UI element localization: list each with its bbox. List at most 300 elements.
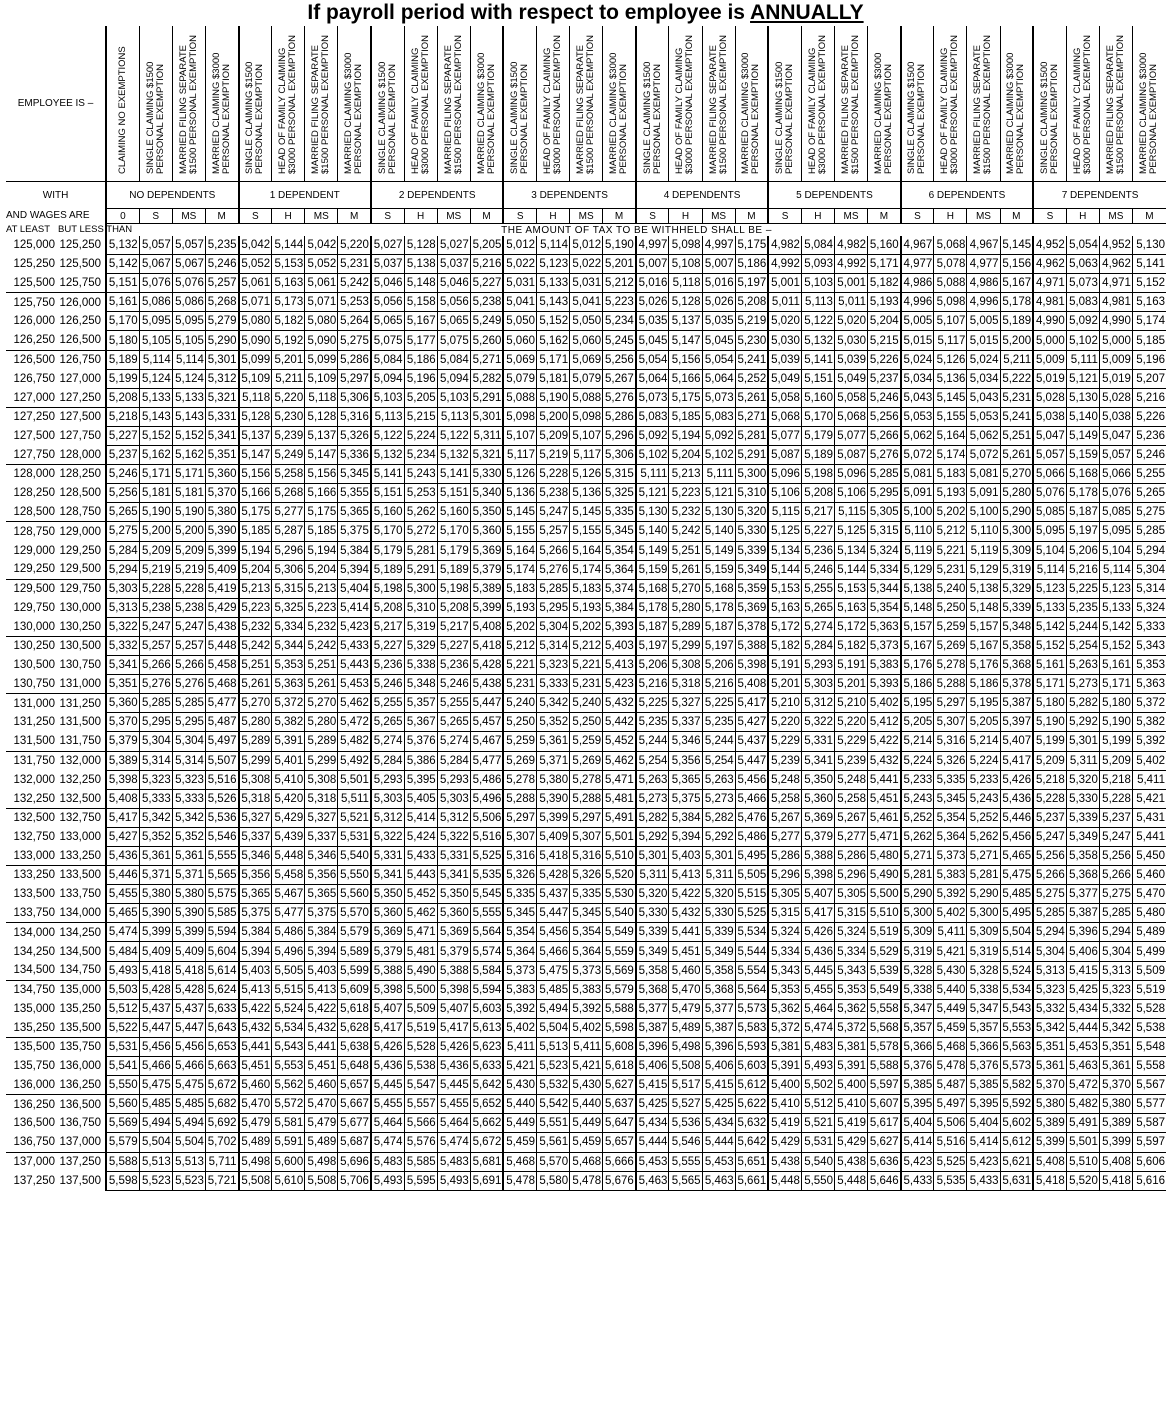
tax-amount-cell: 5,474	[106, 923, 139, 942]
tax-amount-cell: 5,426	[801, 923, 834, 942]
tax-amount-cell: 5,000	[1099, 331, 1132, 350]
tax-amount-cell: 5,505	[272, 961, 305, 980]
tax-amount-cell: 5,285	[868, 465, 901, 484]
wage-but-less-than: 133,500	[59, 869, 102, 882]
tax-amount-cell: 5,133	[536, 274, 569, 293]
tax-amount-cell: 5,531	[801, 1133, 834, 1152]
tax-amount-cell: 5,128	[404, 236, 437, 255]
tax-amount-cell: 5,489	[239, 1133, 272, 1152]
column-code: MS	[967, 209, 1000, 224]
tax-amount-cell: 5,098	[669, 236, 702, 255]
tax-amount-cell: 5,195	[901, 694, 934, 713]
tax-amount-cell: 5,467	[272, 885, 305, 904]
tax-amount-cell: 5,225	[636, 694, 669, 713]
tax-amount-cell: 5,286	[768, 847, 801, 866]
tax-amount-cell: 5,261	[735, 388, 768, 407]
tax-amount-cell: 5,564	[470, 923, 503, 942]
tax-amount-cell: 5,279	[205, 312, 238, 331]
tax-amount-cell: 5,543	[272, 1037, 305, 1056]
tax-amount-cell: 5,117	[570, 446, 603, 465]
tax-amount-cell: 5,252	[967, 808, 1000, 827]
tax-amount-cell: 5,394	[338, 560, 371, 579]
tax-amount-cell: 5,425	[702, 1095, 735, 1114]
tax-amount-cell: 5,538	[1132, 1018, 1166, 1037]
tax-amount-cell: 5,441	[239, 1037, 272, 1056]
tax-amount-cell: 5,301	[205, 350, 238, 369]
tax-amount-cell: 5,321	[205, 388, 238, 407]
tax-amount-cell: 5,316	[338, 407, 371, 426]
column-code: H	[404, 209, 437, 224]
tax-amount-cell: 5,277	[272, 503, 305, 522]
tax-amount-cell: 5,126	[934, 350, 967, 369]
tax-amount-cell: 5,444	[1066, 1018, 1099, 1037]
tax-amount-cell: 5,220	[338, 236, 371, 255]
tax-amount-cell: 5,372	[768, 1018, 801, 1037]
table-row	[6, 1133, 1166, 1152]
tax-amount-cell: 5,156	[305, 465, 338, 484]
tax-amount-cell: 5,330	[735, 522, 768, 541]
tax-amount-cell: 5,205	[901, 713, 934, 732]
tax-amount-cell: 5,427	[106, 827, 139, 846]
tax-amount-cell: 5,214	[967, 732, 1000, 751]
tax-amount-cell: 5,517	[669, 1076, 702, 1095]
tax-amount-cell: 5,398	[106, 770, 139, 789]
tax-amount-cell: 5,275	[1132, 503, 1166, 522]
tax-amount-cell: 5,161	[1099, 656, 1132, 675]
tax-amount-cell: 5,278	[503, 770, 536, 789]
tax-amount-cell: 5,176	[967, 656, 1000, 675]
tax-amount-cell: 5,250	[934, 598, 967, 617]
wage-but-less-than: 133,250	[58, 847, 106, 866]
tax-amount-cell: 5,380	[536, 770, 569, 789]
tax-amount-cell: 5,618	[603, 1057, 636, 1076]
tax-amount-cell: 5,292	[1066, 713, 1099, 732]
tax-amount-cell: 5,357	[404, 694, 437, 713]
tax-amount-cell: 5,237	[106, 446, 139, 465]
status-label: SINGLE CLAIMING $1500 PERSONAL EXEMPTION	[641, 61, 663, 174]
status-label: HEAD OF FAMILY CLAIMING $3000 PERSONAL EXEMPTION	[674, 34, 696, 174]
tax-amount-cell: 5,667	[338, 1095, 371, 1114]
tax-amount-cell: 5,257	[205, 274, 238, 293]
table-row	[6, 236, 1166, 255]
tax-amount-cell: 5,599	[338, 961, 371, 980]
tax-amount-cell: 5,433	[967, 1171, 1000, 1190]
tax-amount-cell: 5,331	[205, 407, 238, 426]
tax-amount-cell: 5,280	[305, 713, 338, 732]
tax-amount-cell: 5,024	[901, 350, 934, 369]
wage-but-less-than: 134,250	[59, 926, 102, 939]
tax-amount-cell: 5,516	[934, 1133, 967, 1152]
tax-amount-cell: 5,387	[1000, 694, 1033, 713]
tax-amount-cell: 5,110	[901, 522, 934, 541]
tax-amount-cell: 5,391	[272, 732, 305, 751]
tax-amount-cell: 5,252	[901, 808, 934, 827]
tax-amount-cell: 5,248	[768, 770, 801, 789]
tax-amount-cell: 5,371	[139, 866, 172, 885]
column-code: H	[669, 209, 702, 224]
status-label: HEAD OF FAMILY CLAIMING $3000 PERSONAL EXEMPTION	[409, 34, 431, 174]
tax-amount-cell: 5,265	[1132, 484, 1166, 503]
tax-amount-cell: 4,990	[1099, 312, 1132, 331]
tax-amount-cell: 5,194	[239, 541, 272, 560]
tax-amount-cell: 5,702	[205, 1133, 238, 1152]
tax-amount-cell: 5,379	[437, 942, 470, 961]
tax-amount-cell: 5,365	[305, 885, 338, 904]
tax-amount-cell: 5,062	[967, 426, 1000, 445]
dependents-group-header: 6 DEPENDENTS	[901, 182, 1033, 209]
column-code: MS	[305, 209, 338, 224]
tax-amount-cell: 5,046	[437, 274, 470, 293]
tax-amount-cell: 5,334	[272, 617, 305, 636]
tax-amount-cell: 5,153	[272, 255, 305, 274]
tax-amount-cell: 5,553	[272, 1057, 305, 1076]
tax-amount-cell: 5,121	[636, 484, 669, 503]
tax-amount-cell: 5,123	[1099, 579, 1132, 598]
tax-amount-cell: 5,433	[901, 1171, 934, 1190]
tax-amount-cell: 5,225	[702, 694, 735, 713]
tax-amount-cell: 5,141	[437, 465, 470, 484]
tax-amount-cell: 5,576	[404, 1133, 437, 1152]
tax-amount-cell: 5,247	[536, 503, 569, 522]
tax-amount-cell: 5,349	[735, 560, 768, 579]
tax-amount-cell: 5,216	[1066, 560, 1099, 579]
tax-amount-cell: 5,470	[1132, 885, 1166, 904]
tax-amount-cell: 5,289	[669, 617, 702, 636]
tax-amount-cell: 5,369	[735, 598, 768, 617]
tax-amount-cell: 5,319	[967, 942, 1000, 961]
wage-but-less-than: 135,500	[58, 1018, 106, 1037]
tax-amount-cell: 5,240	[503, 694, 536, 713]
tax-amount-cell: 5,456	[139, 1037, 172, 1056]
tax-amount-cell: 5,540	[603, 904, 636, 923]
tax-amount-cell: 5,399	[205, 541, 238, 560]
tax-amount-cell: 5,160	[371, 503, 404, 522]
tax-amount-cell: 5,086	[172, 293, 205, 312]
tax-amount-cell: 5,034	[967, 369, 1000, 388]
tax-amount-cell: 5,269	[503, 751, 536, 770]
status-column-header	[834, 26, 867, 182]
tax-amount-cell: 5,455	[371, 1095, 404, 1114]
tax-amount-cell: 5,197	[636, 636, 669, 655]
tax-amount-cell: 4,997	[702, 236, 735, 255]
wage-but-less-than: 128,750	[58, 503, 106, 522]
tax-amount-cell: 5,063	[1066, 255, 1099, 274]
tax-amount-cell: 5,498	[239, 1152, 272, 1171]
tax-amount-cell: 5,141	[801, 350, 834, 369]
tax-amount-cell: 5,278	[934, 656, 967, 675]
tax-amount-cell: 5,162	[536, 331, 569, 350]
tax-amount-cell: 5,320	[1066, 770, 1099, 789]
status-column-header	[305, 26, 338, 182]
tax-amount-cell: 5,354	[934, 808, 967, 827]
dependents-group-header: NO DEPENDENTS	[106, 182, 238, 209]
wage-at-least: 126,500	[13, 353, 56, 366]
tax-amount-cell: 5,198	[437, 579, 470, 598]
tax-amount-cell: 5,544	[735, 942, 768, 961]
tax-amount-cell: 5,308	[305, 770, 338, 789]
tax-amount-cell: 5,255	[801, 579, 834, 598]
tax-amount-cell: 5,499	[1132, 942, 1166, 961]
tax-amount-cell: 5,428	[139, 980, 172, 999]
tax-amount-cell: 5,326	[503, 866, 536, 885]
tax-amount-cell: 5,284	[437, 751, 470, 770]
tax-amount-cell: 5,117	[934, 331, 967, 350]
wage-at-least: 129,750	[13, 601, 56, 614]
tax-amount-cell: 5,232	[239, 617, 272, 636]
tax-amount-cell: 5,489	[1132, 923, 1166, 942]
tax-amount-cell: 5,403	[305, 961, 338, 980]
tax-amount-cell: 5,016	[636, 274, 669, 293]
tax-amount-cell: 5,532	[536, 1076, 569, 1095]
tax-amount-cell: 5,266	[139, 656, 172, 675]
tax-amount-cell: 5,191	[834, 656, 867, 675]
tax-amount-cell: 5,387	[1066, 904, 1099, 923]
tax-amount-cell: 5,520	[603, 866, 636, 885]
tax-amount-cell: 5,180	[1033, 694, 1066, 713]
wage-but-less-than: 125,250	[59, 239, 102, 252]
status-label: MARRIED CLAIMING $3000 PERSONAL EXEMPTION	[210, 52, 232, 174]
tax-amount-cell: 5,228	[536, 465, 569, 484]
wage-but-less-than: 136,750	[59, 1117, 102, 1130]
wage-but-less-than: 135,000	[59, 983, 102, 996]
table-row	[6, 866, 1166, 885]
tax-amount-cell: 5,512	[801, 1095, 834, 1114]
tax-amount-cell: 5,579	[338, 923, 371, 942]
table-row	[6, 503, 1166, 522]
tax-amount-cell: 5,489	[669, 1018, 702, 1037]
status-label: MARRIED CLAIMING $3000 PERSONAL EXEMPTION	[475, 52, 497, 174]
tax-amount-cell: 5,534	[1000, 980, 1033, 999]
tax-amount-cell: 5,357	[901, 1018, 934, 1037]
tax-amount-cell: 5,652	[470, 1095, 503, 1114]
tax-amount-cell: 5,273	[702, 789, 735, 808]
tax-amount-cell: 5,223	[239, 598, 272, 617]
tax-amount-cell: 5,274	[437, 732, 470, 751]
table-row	[6, 694, 1166, 713]
tax-amount-cell: 5,380	[205, 503, 238, 522]
tax-amount-cell: 5,138	[967, 579, 1000, 598]
tax-amount-cell: 5,501	[603, 827, 636, 846]
status-column-header	[768, 26, 801, 182]
tax-amount-cell: 5,662	[470, 1114, 503, 1133]
tax-amount-cell: 5,307	[934, 713, 967, 732]
tax-amount-cell: 5,437	[735, 732, 768, 751]
tax-amount-cell: 5,041	[503, 293, 536, 312]
tax-amount-cell: 4,990	[1033, 312, 1066, 331]
tax-amount-cell: 5,182	[868, 274, 901, 293]
tax-amount-cell: 5,243	[901, 789, 934, 808]
tax-amount-cell: 5,273	[636, 789, 669, 808]
status-column-header	[868, 26, 901, 182]
tax-amount-cell: 5,274	[801, 617, 834, 636]
table-row	[6, 350, 1166, 369]
tax-amount-cell: 5,156	[1000, 255, 1033, 274]
table-row	[6, 732, 1166, 751]
table-row	[6, 579, 1166, 598]
tax-amount-cell: 5,257	[536, 522, 569, 541]
tax-amount-cell: 5,384	[239, 923, 272, 942]
tax-amount-cell: 5,208	[106, 388, 139, 407]
tax-amount-cell: 5,304	[1132, 560, 1166, 579]
wage-but-less-than: 129,250	[59, 544, 102, 557]
tax-amount-cell: 5,428	[536, 866, 569, 885]
tax-amount-cell: 5,433	[338, 636, 371, 655]
tax-amount-cell: 5,312	[371, 808, 404, 827]
tax-amount-cell: 5,496	[272, 942, 305, 961]
tax-amount-cell: 5,330	[702, 904, 735, 923]
tax-amount-cell: 5,136	[503, 484, 536, 503]
tax-amount-cell: 5,318	[669, 675, 702, 694]
tax-amount-cell: 5,410	[834, 1095, 867, 1114]
dependents-group-header: 4 DEPENDENTS	[636, 182, 768, 209]
tax-amount-cell: 5,424	[404, 827, 437, 846]
tax-amount-cell: 5,319	[1000, 560, 1033, 579]
table-row	[6, 1076, 1166, 1095]
tax-amount-cell: 5,297	[503, 808, 536, 827]
tax-amount-cell: 5,299	[305, 751, 338, 770]
tax-amount-cell: 5,084	[437, 350, 470, 369]
table-row	[6, 426, 1166, 445]
tax-amount-cell: 5,448	[205, 636, 238, 655]
status-column-header	[437, 26, 470, 182]
tax-amount-cell: 5,170	[437, 522, 470, 541]
tax-amount-cell: 5,648	[338, 1057, 371, 1076]
tax-amount-cell: 5,068	[934, 236, 967, 255]
tax-amount-cell: 5,366	[967, 1037, 1000, 1056]
tax-amount-cell: 5,418	[536, 847, 569, 866]
tax-amount-cell: 5,600	[272, 1152, 305, 1171]
tax-amount-cell: 5,609	[338, 980, 371, 999]
tax-amount-cell: 5,339	[1066, 808, 1099, 827]
tax-amount-cell: 5,246	[371, 675, 404, 694]
tax-amount-cell: 5,001	[834, 274, 867, 293]
tax-amount-cell: 5,199	[106, 369, 139, 388]
wage-at-least: 127,500	[13, 429, 56, 442]
tax-amount-cell: 5,624	[205, 980, 238, 999]
column-code: S	[139, 209, 172, 224]
tax-amount-cell: 5,296	[768, 866, 801, 885]
tax-amount-cell: 5,360	[801, 789, 834, 808]
tax-amount-cell: 5,471	[868, 827, 901, 846]
tax-amount-cell: 5,315	[868, 522, 901, 541]
tax-amount-cell: 5,255	[437, 694, 470, 713]
tax-amount-cell: 5,395	[967, 1095, 1000, 1114]
tax-amount-cell: 5,437	[536, 885, 569, 904]
tax-amount-cell: 5,299	[239, 751, 272, 770]
tax-amount-cell: 5,428	[172, 980, 205, 999]
tax-amount-cell: 5,253	[404, 484, 437, 503]
tax-amount-cell: 5,144	[834, 560, 867, 579]
tax-amount-cell: 5,423	[901, 1152, 934, 1171]
wage-at-least: 136,000	[6, 1076, 58, 1095]
tax-amount-cell: 5,580	[536, 1171, 569, 1190]
tax-amount-cell: 5,519	[404, 1018, 437, 1037]
tax-amount-cell: 5,403	[669, 847, 702, 866]
tax-amount-cell: 5,565	[669, 1171, 702, 1190]
tax-amount-cell: 5,342	[1033, 1018, 1066, 1037]
tax-amount-cell: 5,171	[868, 255, 901, 274]
tax-amount-cell: 5,409	[172, 942, 205, 961]
wage-at-least: 134,000	[13, 926, 56, 939]
tax-amount-cell: 5,363	[272, 675, 305, 694]
tax-amount-cell: 5,143	[536, 293, 569, 312]
tax-amount-cell: 5,444	[702, 1133, 735, 1152]
status-column-header	[404, 26, 437, 182]
tax-amount-cell: 5,254	[1066, 636, 1099, 655]
tax-amount-cell: 5,391	[768, 1057, 801, 1076]
tax-amount-cell: 5,588	[106, 1152, 139, 1171]
tax-amount-cell: 5,360	[470, 522, 503, 541]
tax-amount-cell: 5,465	[106, 904, 139, 923]
tax-amount-cell: 5,528	[404, 1037, 437, 1056]
tax-amount-cell: 5,331	[437, 847, 470, 866]
tax-amount-cell: 5,381	[768, 1037, 801, 1056]
tax-amount-cell: 5,259	[934, 617, 967, 636]
tax-amount-cell: 5,039	[834, 350, 867, 369]
tax-amount-cell: 5,305	[868, 503, 901, 522]
tax-amount-cell: 5,289	[239, 732, 272, 751]
tax-amount-cell: 5,475	[172, 1076, 205, 1095]
tax-amount-cell: 5,075	[371, 331, 404, 350]
tax-amount-cell: 5,187	[636, 617, 669, 636]
tax-amount-cell: 5,376	[404, 732, 437, 751]
status-column-header	[1033, 26, 1066, 182]
tax-amount-cell: 5,642	[735, 1133, 768, 1152]
tax-amount-cell: 5,140	[636, 522, 669, 541]
tax-amount-cell: 5,335	[603, 503, 636, 522]
tax-amount-cell: 5,487	[205, 713, 238, 732]
tax-amount-cell: 5,193	[868, 293, 901, 312]
tax-amount-cell: 5,275	[106, 522, 139, 541]
tax-amount-cell: 5,020	[768, 312, 801, 331]
tax-amount-cell: 5,560	[106, 1095, 139, 1114]
tax-amount-cell: 5,320	[636, 885, 669, 904]
tax-amount-cell: 4,992	[834, 255, 867, 274]
tax-amount-cell: 5,507	[205, 751, 238, 770]
tax-amount-cell: 5,263	[636, 770, 669, 789]
status-label: MARRIED CLAIMING $3000 PERSONAL EXEMPTION	[608, 52, 629, 174]
wage-at-least: 135,250	[6, 1018, 58, 1037]
tax-amount-cell: 5,549	[868, 980, 901, 999]
tax-amount-cell: 5,291	[470, 388, 503, 407]
tax-amount-cell: 5,536	[669, 1114, 702, 1133]
tax-amount-cell: 5,168	[702, 579, 735, 598]
status-label: MARRIED FILING SEPARATE $1500 PERSONAL EXEMPTION	[575, 34, 597, 174]
status-label: MARRIED FILING SEPARATE $1500 PERSONAL EXEMPTION	[840, 34, 862, 174]
wage-at-least: 129,250	[6, 560, 58, 579]
tax-amount-cell: 5,458	[205, 656, 238, 675]
tax-amount-cell: 5,367	[404, 713, 437, 732]
tax-amount-cell: 5,170	[371, 522, 404, 541]
tax-amount-cell: 5,118	[669, 274, 702, 293]
tax-amount-cell: 5,262	[901, 827, 934, 846]
tax-amount-cell: 5,173	[272, 293, 305, 312]
tax-amount-cell: 5,205	[404, 388, 437, 407]
tax-amount-cell: 5,182	[768, 636, 801, 655]
tax-amount-cell: 5,228	[1033, 789, 1066, 808]
wage-at-least: 129,000	[13, 544, 56, 557]
tax-amount-cell: 5,368	[702, 980, 735, 999]
tax-amount-cell: 5,498	[305, 1152, 338, 1171]
tax-amount-cell: 5,390	[536, 789, 569, 808]
tax-amount-cell: 5,360	[437, 904, 470, 923]
dependents-group-header: 3 DEPENDENTS	[503, 182, 635, 209]
tax-amount-cell: 5,099	[305, 350, 338, 369]
tax-amount-cell: 4,996	[967, 293, 1000, 312]
tax-amount-cell: 5,404	[338, 579, 371, 598]
tax-amount-cell: 5,123	[1033, 579, 1066, 598]
tax-amount-cell: 5,267	[834, 808, 867, 827]
